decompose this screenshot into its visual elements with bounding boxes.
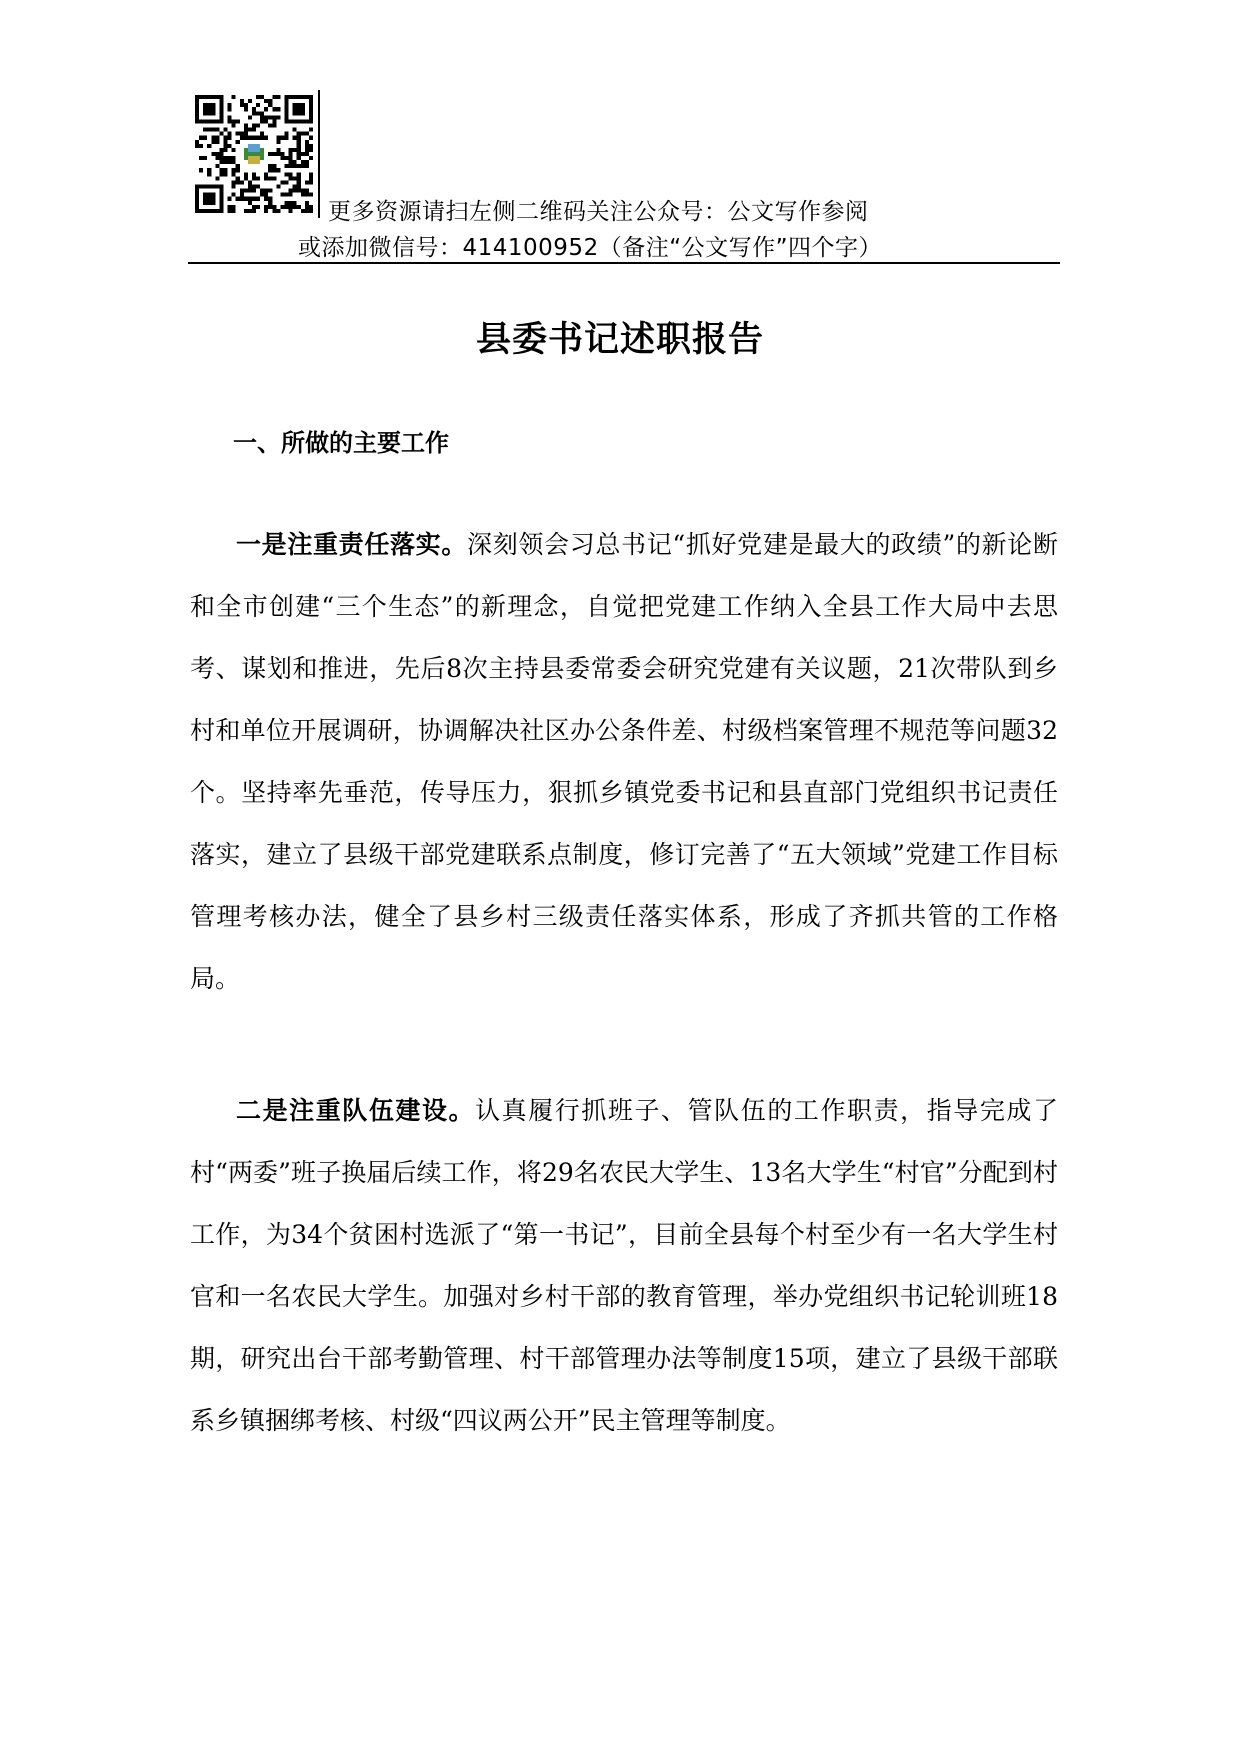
paragraph-text: 深刻领会习总书记“抓好党建是最大的政绩”的新论断和全市创建“三个生态”的新理念，自觉把党建工作纳入全县工作大局中去思考、谋划和推进，先后8次主持县委常委会研究党建有关议题，21次带队到乡村和单位开展调研，协调解决社区办公条件差、村级档案管理不规范等问题32个。坚持率先垂范，传导压力，狠抓乡镇党委书记和县直部门党组织书记责任落实，建立了县级干部党建联系点制度，修订完善了“五大领域”党建工作目标管理考核办法，健全了县乡村三级责任落实体系，形成了齐抓共管的工作格局。 — [190, 530, 1058, 993]
header-rule — [188, 262, 1060, 264]
paragraph-lead: 一是注重责任落实。 — [236, 530, 468, 559]
document-title: 县委书记述职报告 — [475, 320, 764, 360]
paragraph-text: 认真履行抓班子、管队伍的工作职责，指导完成了村“两委”班子换届后续工作，将29名农民大学生、13名大学生“村官”分配到村工作，为34个贫困村选派了“第一书记”，目前全县每个村至少有一名大学生村官和一名农民大学生。加强对乡村干部的教育管理，举办党组织书记轮训班18期，研究出台干部考勤管理、村干部管理办法等制度15项，建立了县级干部联系乡镇捆绑考核、村级“四议两公开”民主管理等制度。 — [190, 1096, 1058, 1435]
qr-code-icon — [195, 95, 313, 213]
qr-divider — [318, 90, 320, 218]
section-heading: 一、所做的主要工作 — [233, 429, 449, 457]
header-promo-line2: 或添加微信号：414100952（备注“公文写作”四个字） — [298, 235, 883, 261]
paragraph-team-building — [190, 1080, 1058, 1452]
paragraph-responsibility — [190, 514, 1058, 1010]
paragraph-lead: 二是注重队伍建设。 — [236, 1096, 476, 1125]
header-promo-line1: 更多资源请扫左侧二维码关注公众号：公文写作参阅 — [328, 199, 869, 225]
